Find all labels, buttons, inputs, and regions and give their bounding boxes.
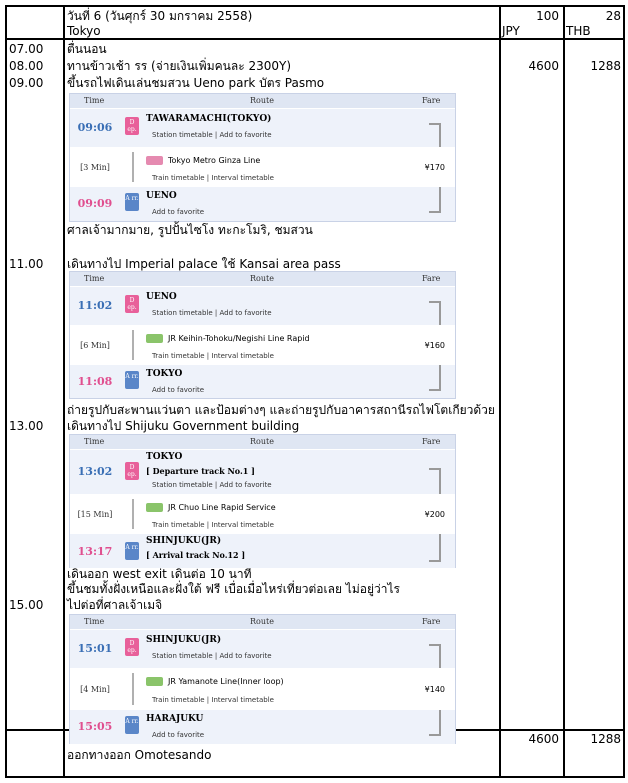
note-text: เดินออก west exit เดินต่อ 10 นาที <box>67 567 252 581</box>
header-fare: Fare <box>422 617 441 626</box>
fare-bracket <box>429 365 441 391</box>
time-label: 15.00 <box>9 598 44 612</box>
route-line <box>132 152 134 182</box>
row-divider <box>7 38 623 40</box>
activity-text: ขึ้นรถไฟเดินเล่นชมสวน Ueno park บัตร Pasmo <box>67 76 325 90</box>
fare-bracket <box>429 644 441 670</box>
train-icon <box>146 503 163 512</box>
time-label: 11.00 <box>9 257 44 271</box>
train-links[interactable]: Train timetable | Interval timetable <box>152 521 274 529</box>
departure-row <box>70 629 455 668</box>
total-jpy: 4600 <box>528 732 559 746</box>
duration: [6 Min] <box>80 341 110 350</box>
arrival-time: 15:05 <box>77 720 113 733</box>
fare-amount: ¥200 <box>424 510 445 519</box>
jpy-amount: 4600 <box>528 59 559 73</box>
arrival-station[interactable]: HARAJUKU <box>146 714 204 724</box>
route-table <box>69 93 456 222</box>
route-header <box>70 94 455 108</box>
itinerary-document <box>5 5 625 778</box>
time-label: 07.00 <box>9 42 44 56</box>
route-table <box>69 271 456 399</box>
header-time: Time <box>84 617 105 626</box>
column-divider <box>563 7 565 776</box>
header-time: Time <box>84 274 105 283</box>
note-text: ถ่ายรูปกับสะพานแว่นตา และป้อมต่างๆ และถ่ายรูปกับอาคารสถานีรถไฟโตเกียวด้วย <box>67 403 495 417</box>
departure-station[interactable]: UENO <box>146 292 177 302</box>
time-label: 13.00 <box>9 419 44 433</box>
line-name[interactable]: Tokyo Metro Ginza Line <box>168 156 261 165</box>
header-route: Route <box>250 96 274 105</box>
train-row <box>70 325 455 364</box>
fare-amount: ¥140 <box>424 685 445 694</box>
column-divider <box>63 7 65 776</box>
route-line <box>132 499 134 529</box>
duration: [4 Min] <box>80 685 110 694</box>
arrival-badge: A rr. <box>125 193 139 211</box>
arrival-badge: A rr. <box>125 542 139 560</box>
thb-rate: 28 <box>605 9 621 23</box>
arrival-time: 09:09 <box>77 197 113 210</box>
jpy-label: JPY <box>502 24 520 38</box>
note-text: ศาลเจ้ามากมาย, รูปปั้นไซโง ทะกะโมริ, ชมสวน <box>67 223 313 237</box>
activity-text: เดินทางไป Shijuku Government building <box>67 419 300 433</box>
header-fare: Fare <box>422 437 441 446</box>
train-icon <box>146 156 163 165</box>
duration: [15 Min] <box>77 510 113 519</box>
arrival-time: 13:17 <box>77 545 113 558</box>
fare-bracket <box>429 534 441 562</box>
fare-bracket <box>429 301 441 327</box>
thb-amount: 1288 <box>590 59 621 73</box>
line-name[interactable]: JR Keihin-Tohoku/Negishi Line Rapid <box>168 334 310 343</box>
day-title: วันที่ 6 (วันศุกร์ 30 มกราคม 2558) <box>67 9 253 23</box>
note-text: ออกทางออก Omotesando <box>67 748 212 762</box>
header-fare: Fare <box>422 96 441 105</box>
thb-label: THB <box>566 24 591 38</box>
arrival-row <box>70 709 455 744</box>
arrival-station[interactable]: UENO <box>146 191 177 201</box>
train-row <box>70 668 455 709</box>
note-text: ขึ้นชมทั้งฝั่งเหนือและฝั่งใต้ ฟรี เบื่อเมื่อไหร่เที่ยวต่อเลย ไม่อยู่ว่าไร <box>67 582 400 596</box>
departure-badge: D ep. <box>125 295 139 313</box>
departure-badge: D ep. <box>125 117 139 135</box>
header-route: Route <box>250 274 274 283</box>
route-table <box>69 614 456 744</box>
train-links[interactable]: Train timetable | Interval timetable <box>152 696 274 704</box>
station-links[interactable]: Station timetable | Add to favorite <box>152 131 272 139</box>
fare-amount: ¥170 <box>424 163 445 172</box>
header-time: Time <box>84 437 105 446</box>
train-row <box>70 494 455 533</box>
route-line <box>132 673 134 705</box>
train-icon <box>146 677 163 686</box>
jpy-rate: 100 <box>536 9 559 23</box>
arrival-station[interactable]: TOKYO <box>146 369 183 379</box>
arrival-track: [ Arrival track No.12 ] <box>146 550 246 560</box>
arrival-badge: A rr. <box>125 716 139 734</box>
route-table <box>69 434 456 568</box>
train-row <box>70 147 455 186</box>
fare-amount: ¥160 <box>424 341 445 350</box>
header-time: Time <box>84 96 105 105</box>
arrival-row <box>70 533 455 568</box>
fare-bracket <box>429 187 441 213</box>
column-divider <box>499 7 501 776</box>
station-links[interactable]: Add to favorite <box>152 208 205 216</box>
activity-text: เดินทางไป Imperial palace ใช้ Kansai area pass <box>67 257 341 271</box>
header-route: Route <box>250 617 274 626</box>
departure-time: 11:02 <box>77 299 113 312</box>
departure-time: 15:01 <box>77 642 113 655</box>
arrival-time: 11:08 <box>77 375 113 388</box>
duration: [3 Min] <box>80 163 110 172</box>
departure-time: 09:06 <box>77 121 113 134</box>
departure-row <box>70 286 455 325</box>
arrival-station[interactable]: SHINJUKU(JR) <box>146 536 222 546</box>
activity-text: ทานข้าวเช้า รร (จ่ายเงินเพิ่มคนละ 2300Y) <box>67 59 291 73</box>
departure-station[interactable]: SHINJUKU(JR) <box>146 635 222 645</box>
line-name[interactable]: JR Chuo Line Rapid Service <box>168 503 276 512</box>
station-links[interactable]: Add to favorite <box>152 386 205 394</box>
departure-row <box>70 449 455 494</box>
time-label: 09.00 <box>9 76 44 90</box>
route-header <box>70 615 455 629</box>
departure-badge: D ep. <box>125 638 139 656</box>
fare-bracket <box>429 710 441 736</box>
station-links[interactable]: Station timetable | Add to favorite <box>152 309 272 317</box>
fare-bracket <box>429 123 441 149</box>
arrival-row <box>70 364 455 398</box>
activity-text: ตื่นนอน <box>67 42 107 56</box>
city-name: Tokyo <box>67 24 101 38</box>
station-links[interactable]: Station timetable | Add to favorite <box>152 481 272 489</box>
route-header <box>70 435 455 449</box>
departure-badge: D ep. <box>125 462 139 480</box>
activity-text: ไปต่อที่ศาลเจ้าเมจิ <box>67 598 163 612</box>
line-name[interactable]: JR Yamanote Line(Inner loop) <box>168 677 284 686</box>
fare-bracket <box>429 468 441 496</box>
route-line <box>132 330 134 360</box>
departure-track: [ Departure track No.1 ] <box>146 466 255 476</box>
arrival-row <box>70 186 455 221</box>
arrival-badge: A rr. <box>125 371 139 389</box>
time-label: 08.00 <box>9 59 44 73</box>
route-header <box>70 272 455 286</box>
train-icon <box>146 334 163 343</box>
station-links[interactable]: Add to favorite <box>152 731 205 739</box>
train-links[interactable]: Train timetable | Interval timetable <box>152 352 274 360</box>
train-links[interactable]: Train timetable | Interval timetable <box>152 174 274 182</box>
station-links[interactable]: Station timetable | Add to favorite <box>152 652 272 660</box>
header-fare: Fare <box>422 274 441 283</box>
departure-time: 13:02 <box>77 465 113 478</box>
header-route: Route <box>250 437 274 446</box>
departure-row <box>70 108 455 147</box>
departure-station[interactable]: TOKYO <box>146 452 183 462</box>
total-thb: 1288 <box>590 732 621 746</box>
departure-station[interactable]: TAWARAMACHI(TOKYO) <box>146 114 272 124</box>
